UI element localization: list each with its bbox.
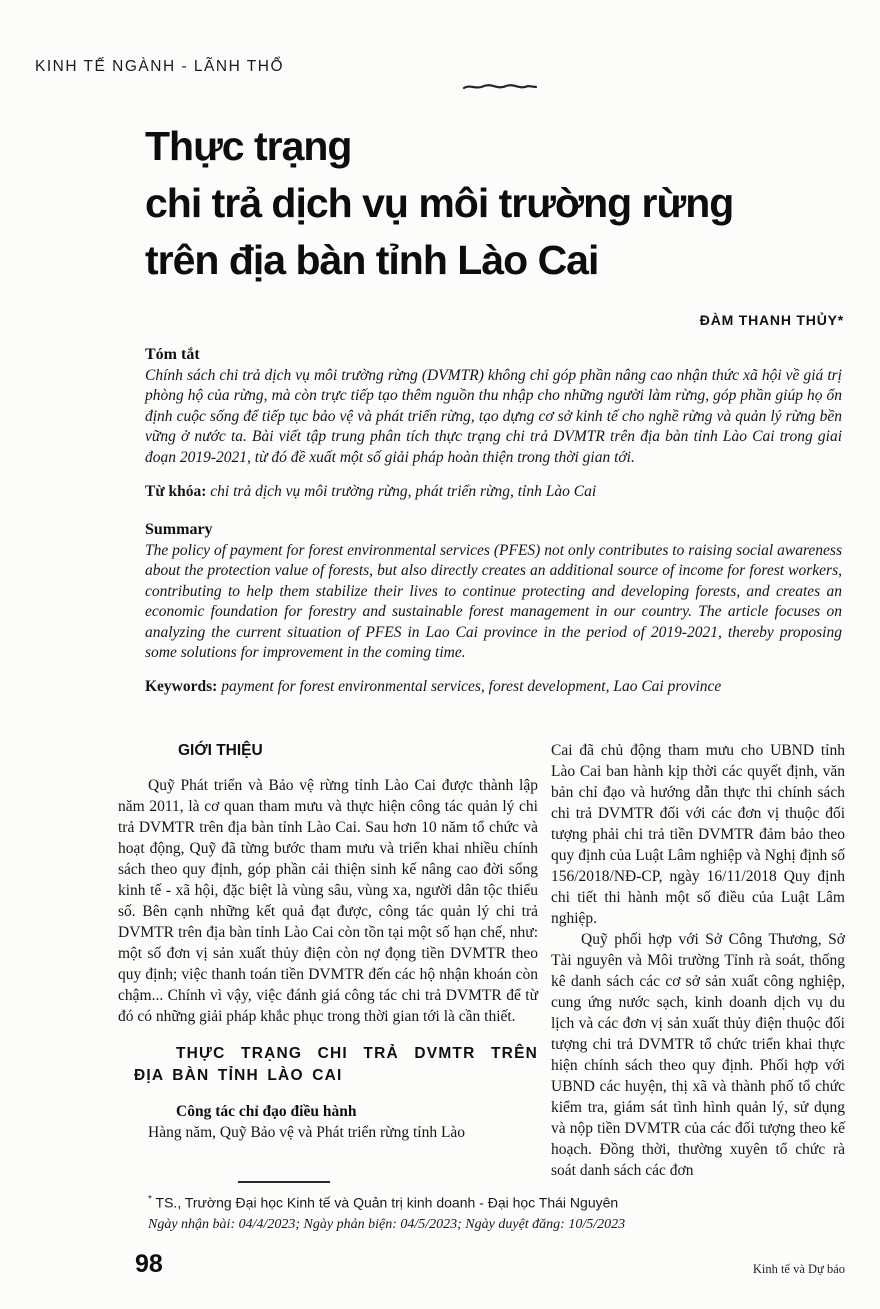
article-body-columns <box>118 740 845 1181</box>
article-title-line: chi trả dịch vụ môi trường rừng <box>145 180 734 226</box>
article-title <box>145 118 857 289</box>
article-title-line: trên địa bàn tỉnh Lào Cai <box>145 237 599 283</box>
author-name: ĐÀM THANH THỦY* <box>699 312 844 328</box>
keywords-vi <box>145 482 842 502</box>
right-column <box>551 740 845 1181</box>
keywords-en-value: payment for forest environmental services, forest development, Lao Cai province <box>221 678 722 696</box>
squiggle-ornament-icon <box>462 82 538 92</box>
summary-body: The policy of payment for forest environmental services (PFES) not only contributes to raising social awareness about the protection value of forests, but also directly creates an additional source of income for forest workers, contributing to help them stabilize their lives to continue protecting and developing forests, and creates an economic foundation for forestry and sustainable forest management in our country. The article focuses on analyzing the current situation of PFES in Lao Cai province in the period of 2019-2021, thereby proposing some solutions for improvement in the coming time. <box>145 542 842 662</box>
footnote-marker: * <box>148 1194 152 1205</box>
footnote <box>148 1181 840 1234</box>
section-heading-thuc-trang: THỰC TRẠNG CHI TRẢ DVMTR TRÊN ĐỊA BÀN TỈNH LÀO CAI <box>134 1045 538 1084</box>
footnote-rule <box>238 1181 330 1183</box>
footnote-affiliation <box>148 1191 840 1212</box>
left-column <box>118 740 538 1181</box>
abstract-heading: Tóm tắt <box>145 346 200 363</box>
keywords-vi-label: Từ khóa: <box>145 483 207 501</box>
keywords-vi-value: chi trả dịch vụ môi trường rừng, phát triển rừng, tỉnh Lào Cai <box>210 483 597 501</box>
front-matter <box>145 346 842 697</box>
subsection-heading: Công tác chỉ đạo điều hành <box>176 1103 357 1120</box>
right-column-paragraph: Cai đã chủ động tham mưu cho UBND tỉnh Lào Cai ban hành kịp thời các quyết định, văn bản chỉ đạo và hướng dẫn thực thi chính sách chi trả DVMTR đối với các đơn vị thuộc đối tượng phải chi trả tiền DVMTR đảm bảo theo quy định của Luật Lâm nghiệp và Nghị định số 156/2018/NĐ-CP, ngày 16/11/2018 Quy định chi tiết thi hành một số điều của Luật Lâm nghiệp. <box>551 742 845 927</box>
keywords-en <box>145 677 842 697</box>
summary-heading: Summary <box>145 521 213 539</box>
article-title-line: Thực trạng <box>145 123 352 169</box>
footnote-affiliation-text: TS., Trường Đại học Kinh tế và Quản trị kinh doanh - Đại học Thái Nguyên <box>155 1194 619 1211</box>
section-kicker: KINH TẾ NGÀNH - LÃNH THỔ <box>35 58 285 75</box>
journal-name: Kinh tế và Dự báo <box>752 1262 845 1276</box>
footnote-dates: Ngày nhận bài: 04/4/2023; Ngày phản biện: 04/5/2023; Ngày duyệt đăng: 10/5/2023 <box>148 1216 626 1232</box>
intro-heading: GIỚI THIỆU <box>178 742 263 759</box>
intro-paragraph: Quỹ Phát triển và Bảo vệ rừng tỉnh Lào Cai được thành lập năm 2011, là cơ quan tham mưu và thực hiện công tác quản lý chi trả DVMTR trên địa bàn tỉnh Lào Cai. Sau hơn 10 năm tổ chức và hoạt động, Quỹ đã từng bước tham mưu và triển khai nhiều chính sách theo quy định, góp phần cải thiện sinh kế nâng cao đời sống kinh tế - xã hội, đặc biệt là vùng sâu, vùng xa, người dân tộc thiểu số. Bên cạnh những kết quả đạt được, công tác quản lý chi trả DVMTR trên địa bàn tỉnh Lào Cai còn tồn tại một số hạn chế, như: một số đơn vị sản xuất thủy điện còn nợ đọng tiền DVMTR theo quy định; việc thanh toán tiền DVMTR đến các hộ nhận khoán còn chậm... Chính vì vậy, việc đánh giá công tác chi trả DVMTR để từ đó có những giải pháp khắc phục trong thời gian tới là cần thiết. <box>118 777 538 1025</box>
keywords-en-label: Keywords: <box>145 678 218 696</box>
right-column-paragraph: Quỹ phối hợp với Sở Công Thương, Sở Tài nguyên và Môi trường Tỉnh rà soát, thống kê danh sách các cơ sở sản xuất công nghiệp, cung ứng nước sạch, kinh doanh dịch vụ du lịch và các đơn vị sản xuất thủy điện thuộc đối tượng chi trả DVMTR tổ chức triển khai thực hiện chính sách theo quy định. Phối hợp với UBND các huyện, thị xã và thành phố tổ chức kiểm tra, giám sát tình hình quản lý, sử dụng và nộp tiền DVMTR của các đối tượng theo kế hoạch. Đồng thời, thường xuyên tổ chức rà soát danh sách các đơn <box>551 931 845 1179</box>
page-number: 98 <box>135 1250 163 1278</box>
left-column-paragraph: Hàng năm, Quỹ Bảo vệ và Phát triển rừng tỉnh Lào <box>148 1124 466 1141</box>
abstract-body: Chính sách chi trả dịch vụ môi trường rừng (DVMTR) không chỉ góp phần nâng cao nhận thức xã hội về giá trị phòng hộ của rừng, mà còn trực tiếp tạo thêm nguồn thu nhập cho những người làm rừng, góp phần giúp họ ổn định cuộc sống để tiếp tục bảo vệ và phát triển rừng, tạo dựng cơ sở kinh tế cho nghề rừng và quản lý rừng bền vững ở nước ta. Bài viết tập trung phân tích thực trạng chi trả DVMTR trên địa bàn tỉnh Lào Cai trong giai đoạn 2019-2021, từ đó đề xuất một số giải pháp hoàn thiện trong thời gian tới. <box>145 367 842 466</box>
